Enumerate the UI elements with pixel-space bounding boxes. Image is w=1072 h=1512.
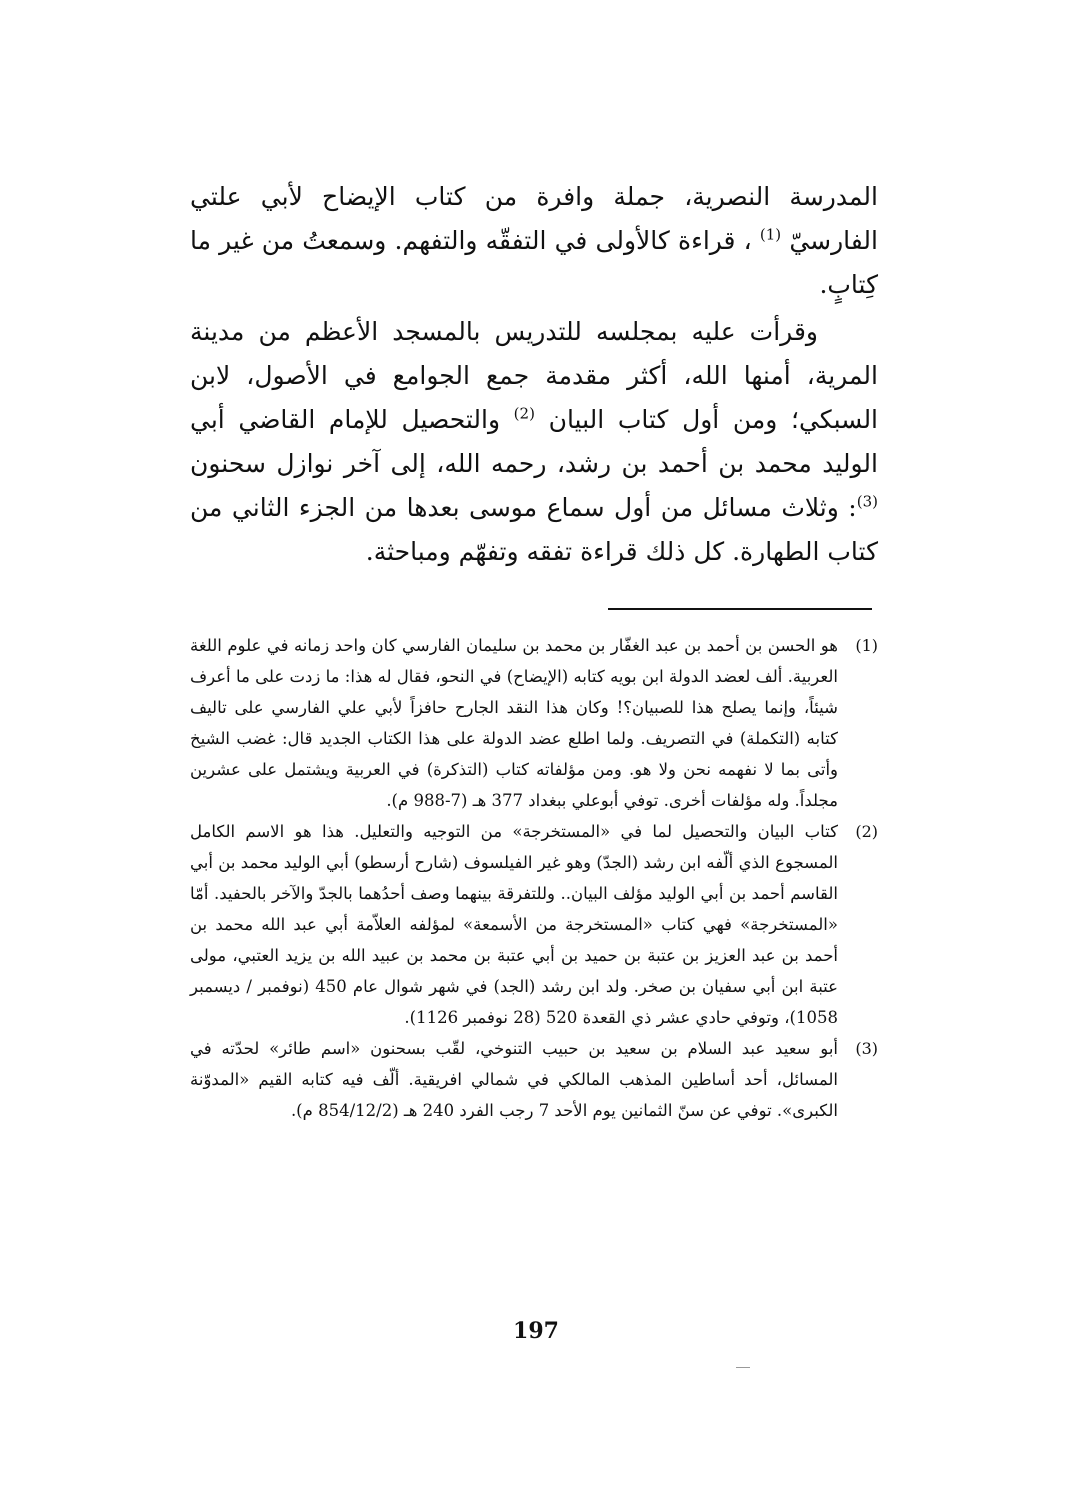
body-paragraph-2 [190, 310, 878, 574]
paragraph-1-text-a: المدرسة النصرية، جملة وافرة من كتاب الإيضاح لأبي علتي الفارسيّ [190, 182, 878, 255]
paragraph-1-text-b: ، قراءة كالأولى في التفقّه والتفهم. وسمعتُ من غير ما كِتابٍ. [190, 226, 878, 299]
footnote-2 [190, 816, 878, 1033]
paragraph-2-text-a: وقرأت عليه بمجلسه للتدريس بالمسجد الأعظم من مدينة المرية، أمنها الله، أكثر مقدمة جمع الجوامع في الأصول، لابن السبكي؛ ومن أول كتاب البيان [190, 317, 879, 434]
footnote-ref-2[interactable]: (2) [513, 404, 535, 423]
paragraph-2-text-b: والتحصيل للإمام القاضي أبي الوليد محمد بن أحمد بن رشد، رحمه الله، إلى آخر نوازل سحنون [190, 405, 878, 478]
paragraph-2-text-c: : وثلاث مسائل من أول سماع موسى بعدها من الجزء الثاني من كتاب الطهارة. كل ذلك قراءة تفقه وتفهّم ومباحثة. [190, 493, 878, 566]
footnote-text: هو الحسن بن أحمد بن عبد الغفّار بن محمد بن سليمان الفارسي كان واحد زمانه في علوم اللغة العربية. ألف لعضد الدولة ابن بويه كتابه (الإيضاح) في النحو، فقال له هذا: ما زدت على ما أعرف شيئاً، وإنما يصلح هذا للصبيان؟! وكان هذا النقد الجارح حافزاً لأبي علي الفارسي على تاليف كتابه (التكملة) في التصريف. ولما اطلع عضد الدولة على هذا الكتاب الجديد قال: غضب الشيخ وأتى بما لا نفهمه نحن ولا هو. ومن مؤلفاته كتاب (التذكرة) في العربية ويشتمل على عشرين مجلداً. وله مؤلفات أخرى. توفي أبوعلي ببغداد 377 هـ (7-988 م). [190, 636, 838, 810]
scan-mark [736, 1367, 750, 1368]
footnote-text: كتاب البيان والتحصيل لما في «المستخرجة» من التوجيه والتعليل. هذا هو الاسم الكامل المسجوع الذي ألّفه ابن رشد (الجدّ) وهو غير الفيلسوف (شارح أرسطو) أبي الوليد محمد بن أبي القاسم أحمد بن أبي الوليد مؤلف البيان.. وللتفرقة بينهما وصف أحدُهما بالجدّ والآخر بالحفيد. أمّا «المستخرجة» فهي كتاب «المستخرجة من الأسمعة» لمؤلفه العلاّمة أبي عبد الله محمد بن أحمد بن عبد العزيز بن عتبة بن حميد بن أبي عتبة بن محمد بن عبيد الله بن يزيد العتبي، مولى عتبة ابن أبي سفيان بن صخر. ولد ابن رشد (الجد) في شهر شوال عام 450 (نوفمبر / ديسمبر 1058)، وتوفي حادي عشر ذي القعدة 520 (28 نوفمبر 1126). [190, 822, 838, 1027]
footnote-ref-1[interactable]: (1) [759, 225, 782, 244]
footnote-text: أبو سعيد عبد السلام بن سعيد بن حبيب التنوخي، لقّب بسحنون «اسم طائر» لحدّته في المسائل، أحد أساطين المذهب المالكي في شمالي افريقية. ألّف فيه كتابه القيم «المدوّنة الكبرى». توفي عن سنّ الثمانين يوم الأحد 7 رجب الفرد 240 هـ (854/12/2 م). [190, 1039, 838, 1120]
footnote-3 [190, 1033, 878, 1126]
body-paragraph-1 [190, 175, 878, 307]
footnote-separator [608, 608, 872, 610]
footnote-1 [190, 630, 878, 816]
page-number: 197 [513, 1318, 559, 1344]
footnotes [190, 630, 878, 1126]
footnote-number: (2) [855, 822, 878, 841]
footnote-number: (3) [855, 1039, 878, 1058]
footnote-number: (1) [855, 636, 878, 655]
footnote-ref-3[interactable]: (3) [856, 492, 878, 511]
